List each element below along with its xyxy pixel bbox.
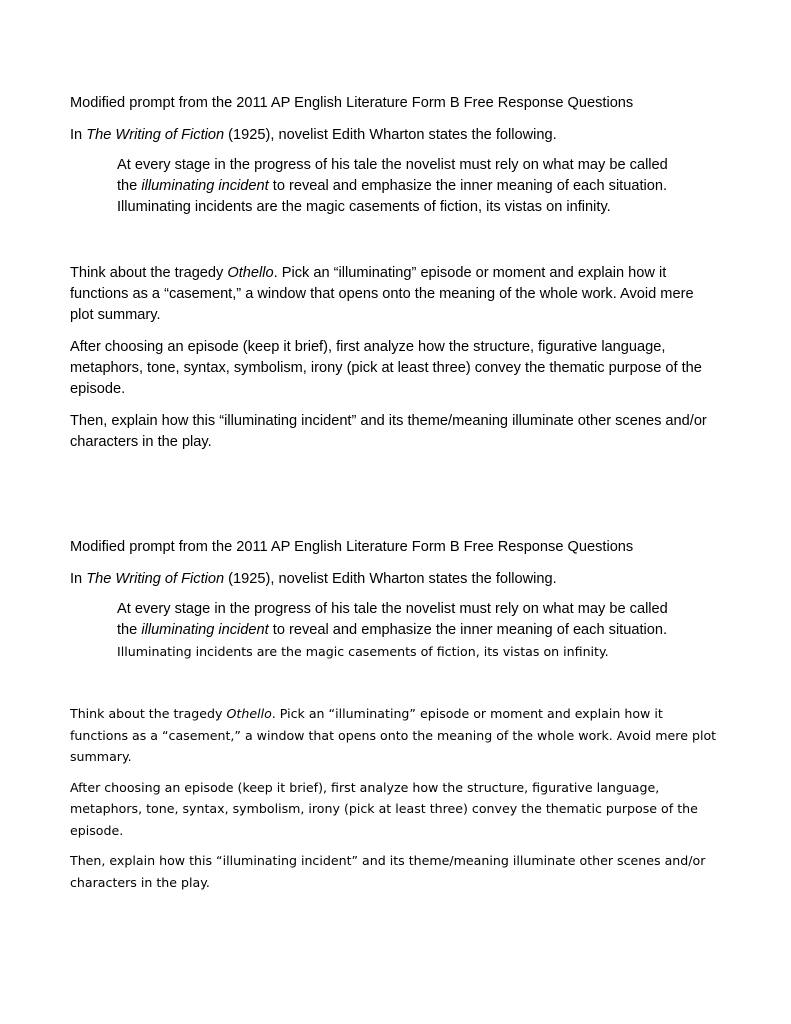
- quote-line-2-post: to reveal and emphasize the inner meaning of each situation.: [268, 178, 668, 194]
- quote-emphasis: illuminating incident: [141, 622, 269, 638]
- paragraph-think: [70, 263, 720, 326]
- paragraph-explain: Then, explain how this “illuminating incident” and its theme/meaning illuminate other scenes and/or characters in the play.: [70, 413, 707, 450]
- prompt-heading: Modified prompt from the 2011 AP English Literature Form B Free Response Questions: [70, 95, 634, 111]
- quote-line-2-pre: the: [117, 178, 142, 194]
- paragraph-think-pre: Think about the tragedy: [70, 706, 227, 721]
- paragraph-think-pre: Think about the tragedy: [70, 265, 228, 281]
- prompt-intro: [70, 125, 720, 146]
- quote-line-2: [70, 620, 720, 641]
- block-quote: [70, 155, 720, 218]
- play-title: Othello: [226, 706, 272, 721]
- quote-line-2: [70, 176, 720, 197]
- paragraph-think: [70, 703, 720, 768]
- spacer: [70, 662, 720, 703]
- paragraph-analyze: After choosing an episode (keep it brief), first analyze how the structure, figurative language, metaphors, tone, syntax, symbolism, irony (pick at least three) convey the thematic purpose of the episode.: [70, 779, 698, 838]
- block-quote: [70, 599, 720, 662]
- quote-line-3: Illuminating incidents are the magic casements of fiction, its vistas on infinity.: [117, 644, 609, 659]
- intro-pre: In: [70, 127, 87, 143]
- book-title: The Writing of Fiction: [86, 127, 225, 143]
- quote-line-2-post: to reveal and emphasize the inner meaning of each situation.: [268, 622, 668, 638]
- spacer: [70, 218, 720, 263]
- intro-pre: In: [70, 571, 87, 587]
- book-title: The Writing of Fiction: [86, 571, 225, 587]
- play-title: Othello: [227, 265, 274, 281]
- paragraph-think-post: . Pick an “illuminating” episode or moment and explain how it functions as a “casement,” a window that opens onto the meaning of the whole work. Avoid mere plot summary.: [70, 265, 694, 323]
- paragraph-think-post: . Pick an “illuminating” episode or moment and explain how it functions as a “casement,” a window that opens onto the meaning of the whole work. Avoid mere plot summary.: [70, 706, 717, 764]
- quote-emphasis: illuminating incident: [141, 178, 269, 194]
- paragraph-analyze: After choosing an episode (keep it brief), first analyze how the structure, figurative language, metaphors, tone, syntax, symbolism, irony (pick at least three) convey the thematic purpose of the episode.: [70, 339, 702, 397]
- prompt-intro: [70, 569, 720, 590]
- intro-post: (1925), novelist Edith Wharton states the following.: [224, 571, 557, 587]
- intro-post: (1925), novelist Edith Wharton states the following.: [224, 127, 557, 143]
- prompt-copy-1: [70, 93, 720, 464]
- prompt-copy-2: [70, 537, 720, 902]
- prompt-heading: Modified prompt from the 2011 AP English Literature Form B Free Response Questions: [70, 539, 634, 555]
- quote-line-1: At every stage in the progress of his tale the novelist must rely on what may be called: [117, 157, 668, 173]
- quote-line-1: At every stage in the progress of his tale the novelist must rely on what may be called: [117, 601, 668, 617]
- quote-line-3: Illuminating incidents are the magic casements of fiction, its vistas on infinity.: [117, 199, 611, 215]
- quote-line-2-pre: the: [117, 622, 142, 638]
- paragraph-explain: Then, explain how this “illuminating incident” and its theme/meaning illuminate other scenes and/or characters in the play.: [70, 853, 706, 890]
